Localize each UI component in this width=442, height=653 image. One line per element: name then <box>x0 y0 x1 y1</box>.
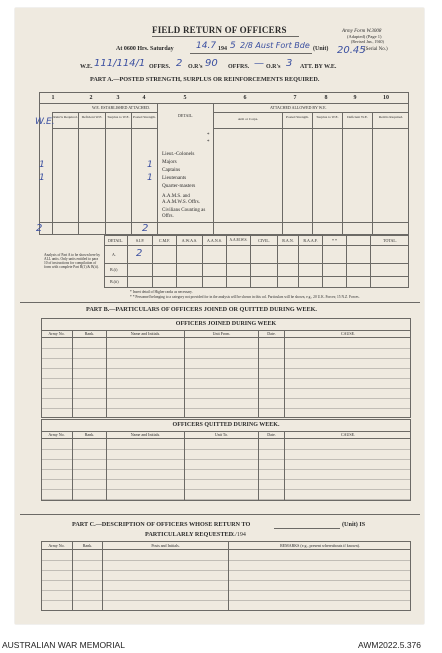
note: * * Personnel belonging to a category not provided for in the analysis will be shown in this col. Particulars will be shown, e.g., 20 U.K. Forces; 15 N.Z. Forces. <box>130 295 360 299</box>
rank-label: Lieutenants <box>162 175 187 181</box>
part-b-title: PART B.—PARTICULARS OF OFFICERS JOINED OR QUITTED DURING WEEK. <box>86 306 317 313</box>
joined-head: Rank. <box>84 331 95 336</box>
analysis-head: CIVIL. <box>258 238 270 243</box>
analysis-head: A.A.N.S. <box>207 238 222 243</box>
serial-label: (Serial No.) <box>364 47 388 52</box>
part-c-head: Army No. <box>48 543 65 548</box>
year-digit: 5 <box>230 41 236 51</box>
col-number: 7 <box>293 95 297 101</box>
row-line <box>41 499 411 500</box>
analysis-row-label: A. <box>112 252 116 257</box>
ors2-label: O.R's <box>266 64 281 70</box>
unit-name: 2/8 Aust Fort Bde <box>240 41 310 50</box>
subhead: Rein'ts Required. <box>53 115 78 119</box>
rank-label: Quarter-masters <box>162 183 196 189</box>
row-line <box>41 398 411 399</box>
note: * Insert detail of Higher ranks as necessary. <box>130 290 193 294</box>
quitted-head: Date. <box>267 432 276 437</box>
row-line <box>41 479 411 480</box>
part-c-unit: (Unit) IS <box>342 521 366 528</box>
left-header: W.E. ESTABLISHED ATTACHED. <box>92 105 150 110</box>
form-adapted: (Adapted) (Page 1) <box>347 34 382 39</box>
row-line <box>41 580 411 581</box>
rank-label: Captains <box>162 167 181 173</box>
hw-entry: 1 <box>147 160 153 170</box>
col-number: 4 <box>142 95 146 101</box>
time-line: At 0600 Hrs. Saturday <box>116 46 174 52</box>
hw-entry: 1 <box>39 160 45 170</box>
joined-title: OFFICERS JOINED DURING WEEK <box>175 321 277 327</box>
row-line <box>41 459 411 460</box>
col-number: 5 <box>183 95 187 101</box>
hw-total-posted: 2 <box>142 223 149 234</box>
row-line <box>41 408 411 409</box>
detail-label: DETAIL. <box>178 113 194 118</box>
col-number: 2 <box>89 95 93 101</box>
quitted-head: CAUSE. <box>340 432 356 437</box>
we-label: W.E. <box>80 64 93 70</box>
analysis-note: Analysis of Part A to be shown here by ALL units. Only units entitled to para 10 of instructions for compilation of form with complete Part B(1) & B(ii). <box>44 253 101 270</box>
offrs-label: OFFRS. <box>149 64 171 70</box>
return-date: 14.7 <box>196 41 217 51</box>
col-number: 6 <box>243 95 247 101</box>
footer-accession: AWM2022.5.376 <box>358 640 421 650</box>
joined-head: Army No. <box>48 331 65 336</box>
subhead: Surplus to W.E. <box>107 115 130 119</box>
subhead: Arm or Corps. <box>237 117 259 121</box>
row-line <box>41 358 411 359</box>
offrs-value: 2 <box>176 58 183 69</box>
part-c-title: PART C.—DESCRIPTION OF OFFICERS WHOSE RETURN TO <box>72 521 251 528</box>
footer-credit: AUSTRALIAN WAR MEMORIAL <box>2 640 125 650</box>
serial-number: 20.45 <box>337 45 366 56</box>
part-a-table <box>39 92 409 235</box>
col-number: 3 <box>116 95 120 101</box>
rank-label: Majors <box>162 159 177 165</box>
rank-label: Lieut.-Colonels <box>162 151 195 157</box>
quitted-title: OFFICERS QUITTED DURING WEEK. <box>172 422 280 428</box>
col-number: 8 <box>324 95 328 101</box>
quitted-head: Unit To. <box>214 432 229 437</box>
joined-head: Date. <box>267 331 276 336</box>
row-line <box>41 469 411 470</box>
row-line <box>41 449 411 450</box>
subhead: Rein'ts Required. <box>378 115 404 119</box>
analysis-row-label: B.(i) <box>110 267 118 272</box>
part-a-title: PART A.—POSTED STRENGTH, SURPLUS OR REINFORCEMENTS REQUIRED. <box>90 76 320 83</box>
col-number: 1 <box>51 95 55 101</box>
row-line <box>41 348 411 349</box>
att-label: ATT. BY W.E. <box>300 64 337 70</box>
row-line <box>41 388 411 389</box>
offrs2-value: — <box>254 58 264 69</box>
ors-value: 90 <box>205 58 218 69</box>
hw-total: 2 <box>36 223 43 234</box>
analysis-head: A.W.A.S. <box>181 238 198 243</box>
subhead: Posted Strength. <box>286 115 309 119</box>
analysis-head: R.A.A.F. <box>303 238 318 243</box>
row-line <box>41 570 411 571</box>
hw-sip: 2 <box>136 248 143 259</box>
form-revised: (Revised Jan., 1940) <box>351 39 384 44</box>
ors2-value: 3 <box>286 58 293 69</box>
analysis-head: TOTAL. <box>383 238 397 243</box>
year-label: 194 <box>218 46 227 52</box>
quitted-head: Rank. <box>84 432 95 437</box>
quitted-head: Army No. <box>48 432 65 437</box>
hw-entry: 1 <box>39 173 45 183</box>
subhead: Surplus to W.E. <box>316 115 339 119</box>
analysis-row-label: B.(ii) <box>110 279 119 284</box>
hw-we: W.E. <box>35 117 55 127</box>
ors-label: O.R's <box>188 64 203 70</box>
row-line <box>41 610 411 611</box>
analysis-head: A.A.M.W.S. <box>229 238 248 242</box>
row-line <box>41 590 411 591</box>
part-c-subtitle: PARTICULARLY REQUESTED. <box>145 531 235 538</box>
form-number: Army Form W.3008 <box>342 29 382 34</box>
rank-label: A.A.M.S. and A.A.M.W.S. Offrs. <box>162 194 200 205</box>
analysis-head: * * <box>332 238 337 243</box>
offrs2-label: OFFRS. <box>228 64 250 70</box>
subhead: Deficient W.E. <box>81 115 103 119</box>
row-line <box>41 560 411 561</box>
subhead: Posted Strength. <box>133 115 156 119</box>
row-line <box>41 368 411 369</box>
form-title: FIELD RETURN OF OFFICERS <box>152 25 287 35</box>
analysis-head: R.A.N. <box>282 238 294 243</box>
rank-label: Civilians Counting as Offrs. <box>162 208 206 219</box>
analysis-head: DETAIL. <box>107 238 124 243</box>
part-c-head: REMARKS (e.g., present whereabouts if known). <box>280 543 360 548</box>
joined-head: Name and Initials. <box>130 331 161 336</box>
part-c-head: Rank. <box>82 543 93 548</box>
quitted-head: Name and Initials. <box>130 432 161 437</box>
right-header: ATTACHED ALLOWED BY W.E. <box>270 105 327 110</box>
row-line <box>41 600 411 601</box>
col-number: 10 <box>383 95 389 101</box>
row-line <box>41 489 411 490</box>
we-value: 111/114/1 <box>94 58 146 69</box>
unit-label: (Unit) <box>313 46 329 52</box>
joined-head: Unit From. <box>212 331 231 336</box>
hw-entry: 1 <box>147 173 153 183</box>
analysis-head: S.I.P. <box>135 238 145 243</box>
row-line <box>41 378 411 379</box>
analysis-head: C.M.F. <box>158 238 171 243</box>
subhead: Deficient W.E. <box>347 115 368 119</box>
col-number: 9 <box>353 95 357 101</box>
part-c-head: Posts and Initials. <box>151 543 180 548</box>
part-c-date: / /194 <box>232 532 246 538</box>
joined-head: CAUSE. <box>340 331 356 336</box>
